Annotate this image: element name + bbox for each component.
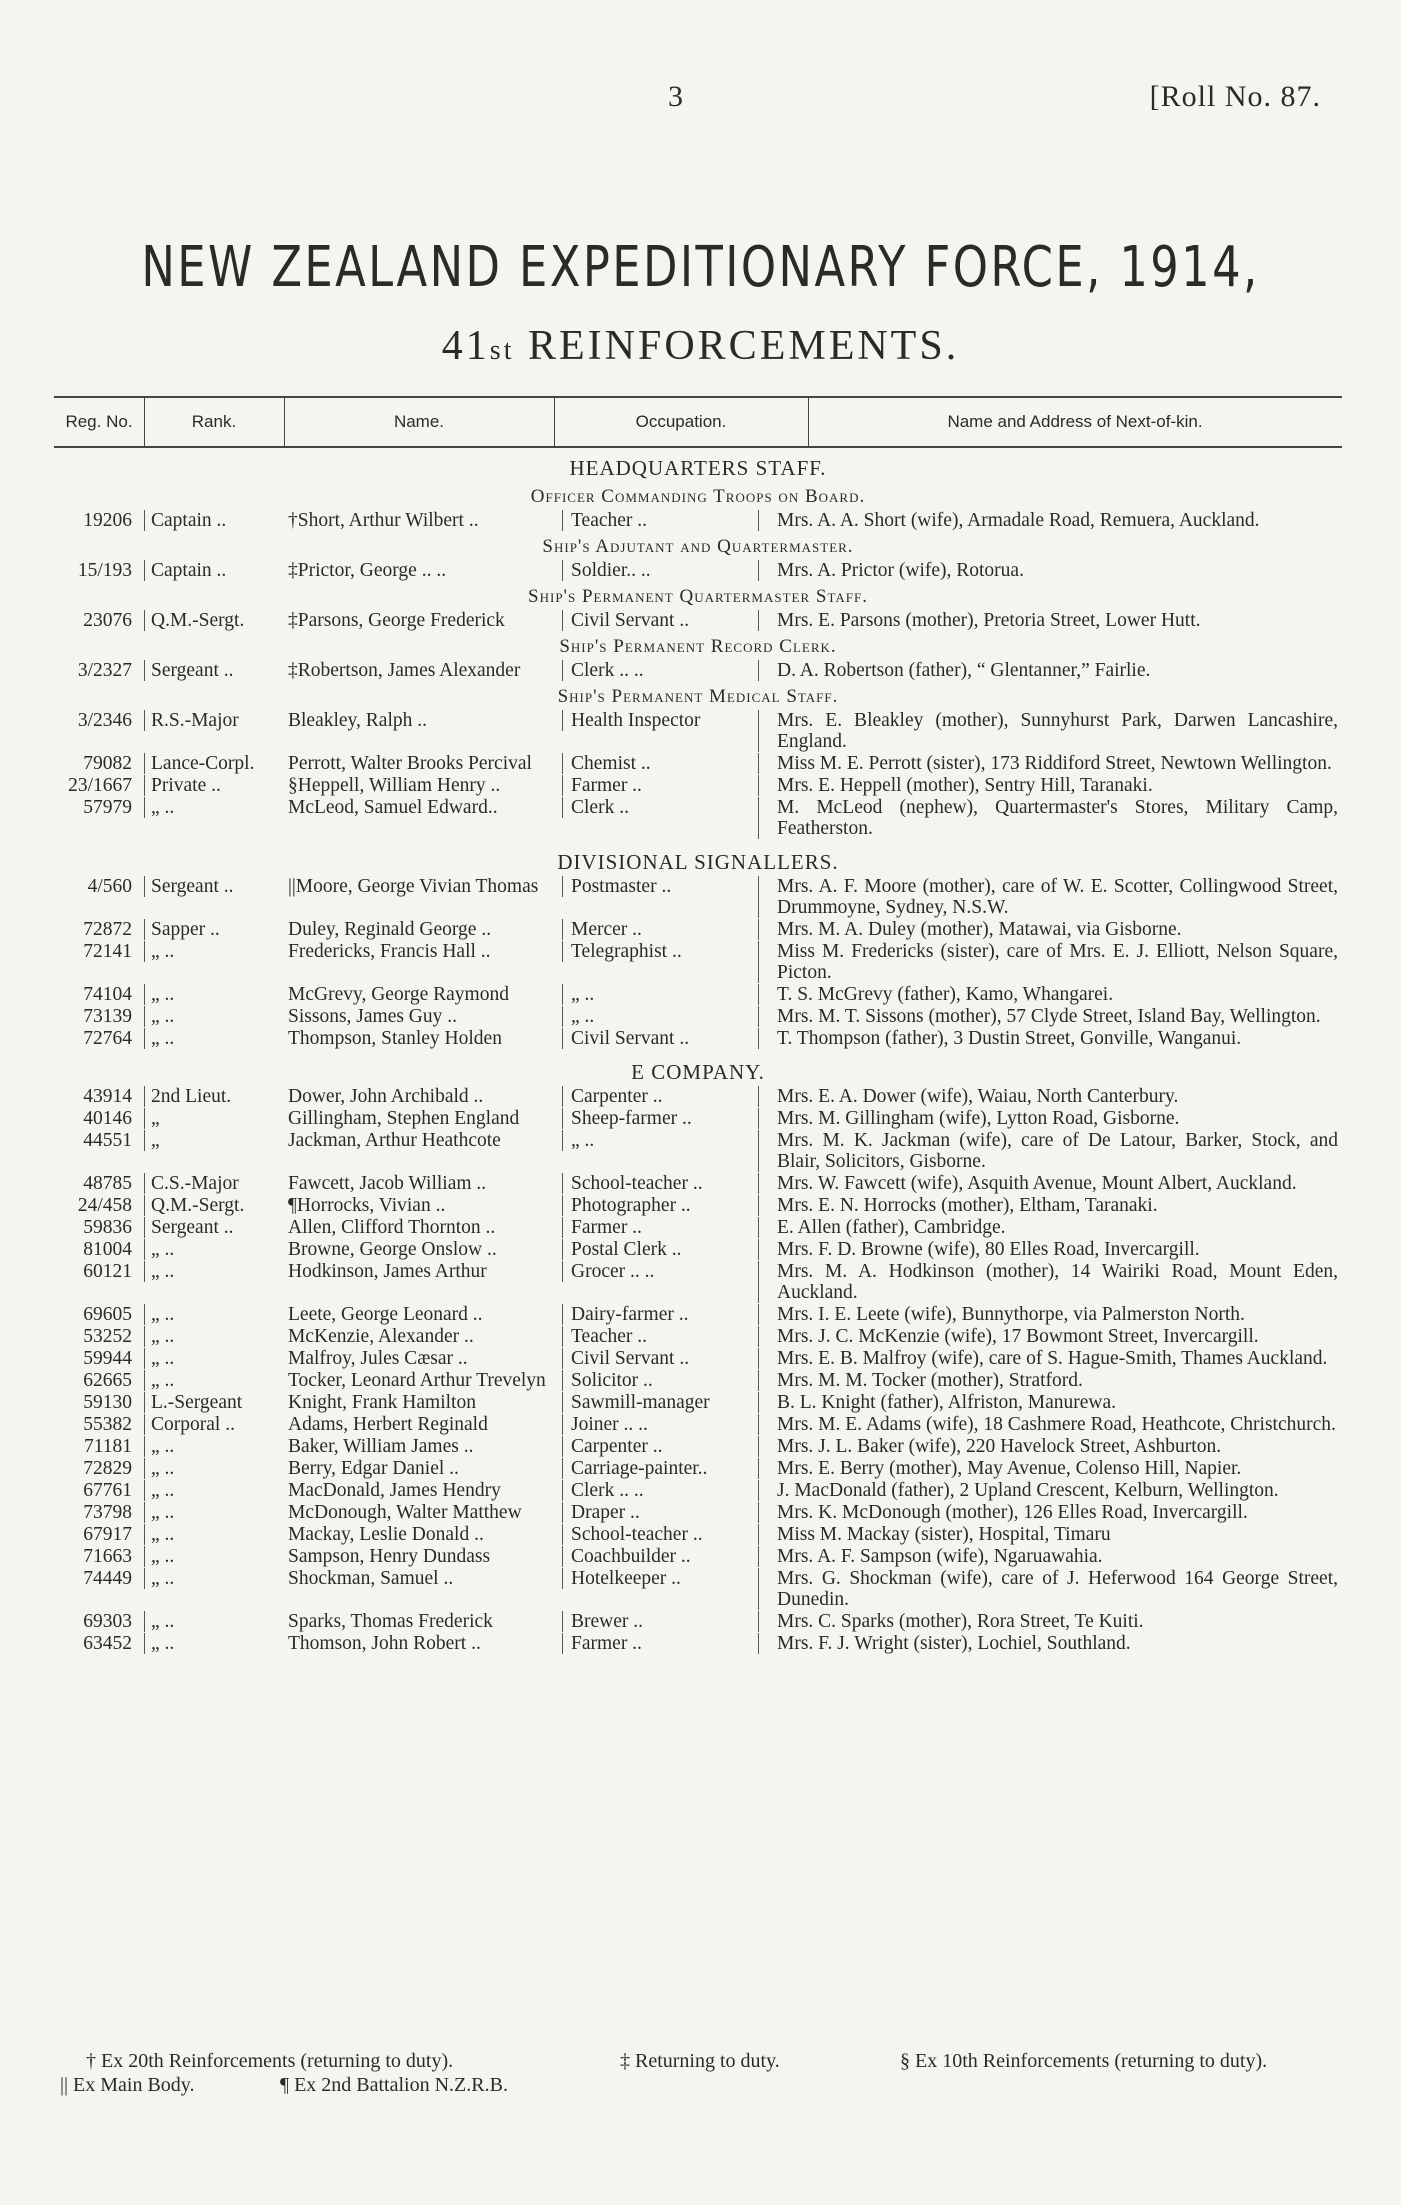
next-of-kin: Mrs. E. Bleakley (mother), Sunnyhurst Park, Darwen Lancashire, England. <box>758 710 1342 752</box>
rank: „ .. <box>144 797 294 818</box>
document-subtitle <box>0 322 1401 370</box>
table-row <box>54 919 1342 941</box>
next-of-kin: Mrs. C. Sparks (mother), Rora Street, Te Kuiti. <box>758 1611 1342 1632</box>
table-row <box>54 510 1342 532</box>
reg-no: 24/458 <box>77 1195 132 1216</box>
soldier-name: Gillingham, Stephen England <box>288 1108 520 1129</box>
occupation: Civil Servant .. <box>562 1348 782 1369</box>
next-of-kin: T. Thompson (father), 3 Dustin Street, Gonville, Wanganui. <box>758 1028 1342 1049</box>
occupation: Joiner .. .. <box>562 1414 782 1435</box>
table-row <box>54 1436 1342 1458</box>
soldier-name: Hodkinson, James Arthur <box>288 1261 487 1282</box>
soldier-name: Mackay, Leslie Donald .. <box>288 1524 484 1545</box>
occupation: Carriage-painter.. <box>562 1458 782 1479</box>
occupation: Teacher .. <box>562 510 782 531</box>
rank: „ .. <box>144 1524 294 1545</box>
table-row <box>54 1348 1342 1370</box>
table-row <box>54 753 1342 775</box>
document-title: NEW ZEALAND EXPEDITIONARY FORCE, 1914, <box>141 235 1260 300</box>
table-row <box>54 1173 1342 1195</box>
reg-no: 23/1667 <box>68 775 132 796</box>
soldier-name: McGrevy, George Raymond <box>288 984 509 1005</box>
subtitle-suffix: st <box>489 335 515 366</box>
reg-no: 40146 <box>83 1108 132 1129</box>
table-row <box>54 1217 1342 1239</box>
soldier-name: Thomson, John Robert .. <box>288 1633 481 1654</box>
reg-no: 43914 <box>83 1086 132 1107</box>
table-row <box>54 660 1342 682</box>
rank: „ .. <box>144 1480 294 1501</box>
roll-number: [Roll No. 87. <box>1149 80 1321 113</box>
reg-no: 79082 <box>83 753 132 774</box>
occupation: Hotelkeeper .. <box>562 1568 782 1589</box>
soldier-name: ¶Horrocks, Vivian .. <box>288 1195 446 1216</box>
next-of-kin: Miss M. Mackay (sister), Hospital, Timaru <box>758 1524 1342 1545</box>
reg-no: 59130 <box>83 1392 132 1413</box>
occupation: Farmer .. <box>562 1217 782 1238</box>
occupation: School-teacher .. <box>562 1173 782 1194</box>
occupation: Photographer .. <box>562 1195 782 1216</box>
next-of-kin: Mrs. A. F. Moore (mother), care of W. E. Scotter, Collingwood Street, Drummoyne, Sydney, N.S.W. <box>758 876 1342 918</box>
soldier-name: Knight, Frank Hamilton <box>288 1392 476 1413</box>
next-of-kin: Mrs. G. Shockman (wife), care of J. Heferwood 164 George Street, Dunedin. <box>758 1568 1342 1610</box>
rank: „ <box>144 1130 294 1151</box>
rank: R.S.-Major <box>144 710 294 731</box>
occupation: School-teacher .. <box>562 1524 782 1545</box>
table-row <box>54 1326 1342 1348</box>
table-row <box>54 775 1342 797</box>
reg-no: 62665 <box>83 1370 132 1391</box>
rank: „ .. <box>144 1261 294 1282</box>
next-of-kin: J. MacDonald (father), 2 Upland Crescent, Kelburn, Wellington. <box>758 1480 1342 1501</box>
next-of-kin: E. Allen (father), Cambridge. <box>758 1217 1342 1238</box>
table-header <box>54 396 1342 448</box>
reg-no: 15/193 <box>77 560 132 581</box>
reg-no: 69303 <box>83 1611 132 1632</box>
soldier-name: ‡Robertson, James Alexander <box>288 660 521 681</box>
col-reg: Reg. No. <box>65 412 133 431</box>
reg-no: 3/2346 <box>77 710 132 731</box>
next-of-kin: Mrs. A. Prictor (wife), Rotorua. <box>758 560 1342 581</box>
reg-no: 74104 <box>83 984 132 1005</box>
next-of-kin: D. A. Robertson (father), “ Glentanner,” Fairlie. <box>758 660 1342 681</box>
rank: Captain .. <box>144 510 294 531</box>
rank: „ .. <box>144 1006 294 1027</box>
table-row <box>54 1458 1342 1480</box>
table-row <box>54 1524 1342 1546</box>
next-of-kin: B. L. Knight (father), Alfriston, Manurewa. <box>758 1392 1342 1413</box>
reg-no: 48785 <box>83 1173 132 1194</box>
soldier-name: McDonough, Walter Matthew <box>288 1502 522 1523</box>
reg-no: 57979 <box>83 797 132 818</box>
rank: „ .. <box>144 1458 294 1479</box>
next-of-kin: Mrs. E. Berry (mother), May Avenue, Colenso Hill, Napier. <box>758 1458 1342 1479</box>
rank: „ .. <box>144 984 294 1005</box>
footnote-dagger: † Ex 20th Reinforcements (returning to duty). <box>86 2050 454 2072</box>
next-of-kin: Mrs. W. Fawcett (wife), Asquith Avenue, Mount Albert, Auckland. <box>758 1173 1342 1194</box>
soldier-name: Allen, Clifford Thornton .. <box>288 1217 496 1238</box>
col-occupation: Occupation. <box>635 412 727 431</box>
occupation: Farmer .. <box>562 775 782 796</box>
soldier-name: Sampson, Henry Dundass <box>288 1546 491 1567</box>
occupation: Postal Clerk .. <box>562 1239 782 1260</box>
rank: „ <box>144 1108 294 1129</box>
table-row <box>54 1304 1342 1326</box>
reg-no: 44551 <box>83 1130 132 1151</box>
table-row <box>54 1546 1342 1568</box>
roll-body <box>54 446 1342 1655</box>
group-subtitle: Ship's Adjutant and Quartermaster. <box>542 536 854 557</box>
soldier-name: ‡Parsons, George Frederick <box>288 610 505 631</box>
rank: Q.M.-Sergt. <box>144 610 294 631</box>
rank: „ .. <box>144 1546 294 1567</box>
rank: „ .. <box>144 1239 294 1260</box>
table-row <box>54 1611 1342 1633</box>
occupation: Coachbuilder .. <box>562 1546 782 1567</box>
soldier-name: Thompson, Stanley Holden <box>288 1028 502 1049</box>
soldier-name: Baker, William James .. <box>288 1436 474 1457</box>
rank: Lance-Corpl. <box>144 753 294 774</box>
occupation: „ .. <box>562 1130 782 1151</box>
group-subtitle: Ship's Permanent Medical Staff. <box>557 686 839 707</box>
page-number: 3 <box>668 80 683 113</box>
rank: „ .. <box>144 1348 294 1369</box>
col-next-of-kin: Name and Address of Next-of-kin. <box>947 412 1203 431</box>
footnote-double-dagger: ‡ Returning to duty. <box>620 2050 780 2072</box>
occupation: „ .. <box>562 1006 782 1027</box>
reg-no: 72872 <box>83 919 132 940</box>
soldier-name: Adams, Herbert Reginald <box>288 1414 488 1435</box>
table-row <box>54 1480 1342 1502</box>
occupation: Teacher .. <box>562 1326 782 1347</box>
rank: Q.M.-Sergt. <box>144 1195 294 1216</box>
table-row <box>54 1568 1342 1611</box>
occupation: Clerk .. .. <box>562 660 782 681</box>
soldier-name: ‡Prictor, George .. .. <box>288 560 447 581</box>
table-row <box>54 1006 1342 1028</box>
next-of-kin: Mrs. A. A. Short (wife), Armadale Road, Remuera, Auckland. <box>758 510 1342 531</box>
next-of-kin: Mrs. J. C. McKenzie (wife), 17 Bowmont Street, Invercargill. <box>758 1326 1342 1347</box>
soldier-name: McKenzie, Alexander .. <box>288 1326 474 1347</box>
reg-no: 23076 <box>83 610 132 631</box>
rank: Private .. <box>144 775 294 796</box>
soldier-name: †Short, Arthur Wilbert .. <box>288 510 479 531</box>
occupation: Draper .. <box>562 1502 782 1523</box>
table-row <box>54 1370 1342 1392</box>
section-title: E COMPANY. <box>631 1060 765 1084</box>
table-row <box>54 1261 1342 1304</box>
table-row <box>54 1239 1342 1261</box>
next-of-kin: Mrs. E. B. Malfroy (wife), care of S. Hague-Smith, Thames Auckland. <box>758 1348 1342 1369</box>
table-row <box>54 1502 1342 1524</box>
table-row <box>54 1130 1342 1173</box>
subtitle-ordinal: 41 <box>441 323 490 369</box>
soldier-name: Malfroy, Jules Cæsar .. <box>288 1348 468 1369</box>
next-of-kin: Mrs. M. K. Jackman (wife), care of De Latour, Barker, Stock, and Blair, Solicitors, Gisborne. <box>758 1130 1342 1172</box>
soldier-name: McLeod, Samuel Edward.. <box>288 797 498 818</box>
occupation: Brewer .. <box>562 1611 782 1632</box>
rank: „ .. <box>144 1568 294 1589</box>
next-of-kin: Mrs. A. F. Sampson (wife), Ngaruawahia. <box>758 1546 1342 1567</box>
occupation: Clerk .. .. <box>562 1480 782 1501</box>
group-subtitle: Officer Commanding Troops on Board. <box>530 486 866 507</box>
next-of-kin: Mrs. E. N. Horrocks (mother), Eltham, Taranaki. <box>758 1195 1342 1216</box>
occupation: Civil Servant .. <box>562 610 782 631</box>
rank: L.-Sergeant <box>144 1392 294 1413</box>
subtitle-text: REINFORCEMENTS. <box>527 323 960 369</box>
table-row <box>54 984 1342 1006</box>
table-row <box>54 941 1342 984</box>
rank: „ .. <box>144 1304 294 1325</box>
soldier-name: Jackman, Arthur Heathcote <box>288 1130 501 1151</box>
next-of-kin: Mrs. M. Gillingham (wife), Lytton Road, Gisborne. <box>758 1108 1342 1129</box>
soldier-name: MacDonald, James Hendry <box>288 1480 501 1501</box>
table-row <box>54 610 1342 632</box>
table-row <box>54 876 1342 919</box>
reg-no: 67761 <box>83 1480 132 1501</box>
rank: 2nd Lieut. <box>144 1086 294 1107</box>
table-row <box>54 1392 1342 1414</box>
next-of-kin: Mrs. E. Parsons (mother), Pretoria Street, Lower Hutt. <box>758 610 1342 631</box>
soldier-name: §Heppell, William Henry .. <box>288 775 501 796</box>
next-of-kin: Mrs. J. L. Baker (wife), 220 Havelock Street, Ashburton. <box>758 1436 1342 1457</box>
reg-no: 71181 <box>83 1436 132 1457</box>
reg-no: 74449 <box>83 1568 132 1589</box>
rank: Corporal .. <box>144 1414 294 1435</box>
next-of-kin: Miss M. E. Perrott (sister), 173 Riddiford Street, Newtown Wellington. <box>758 753 1342 774</box>
rank: Sapper .. <box>144 919 294 940</box>
occupation: Soldier.. .. <box>562 560 782 581</box>
reg-no: 73798 <box>83 1502 132 1523</box>
table-row <box>54 1028 1342 1050</box>
section-title: DIVISIONAL SIGNALLERS. <box>557 850 839 874</box>
table-row <box>54 797 1342 840</box>
rank: „ .. <box>144 1436 294 1457</box>
next-of-kin: Mrs. F. J. Wright (sister), Lochiel, Southland. <box>758 1633 1342 1654</box>
table-row <box>54 1633 1342 1655</box>
next-of-kin: Mrs. E. A. Dower (wife), Waiau, North Canterbury. <box>758 1086 1342 1107</box>
rank: Sergeant .. <box>144 660 294 681</box>
soldier-name: Duley, Reginald George .. <box>288 919 492 940</box>
rank: „ .. <box>144 1611 294 1632</box>
next-of-kin: Mrs. F. D. Browne (wife), 80 Elles Road, Invercargill. <box>758 1239 1342 1260</box>
occupation: Civil Servant .. <box>562 1028 782 1049</box>
rank: C.S.-Major <box>144 1173 294 1194</box>
footnote-pilcrow: ¶ Ex 2nd Battalion N.Z.R.B. <box>280 2074 508 2096</box>
reg-no: 60121 <box>83 1261 132 1282</box>
occupation: Mercer .. <box>562 919 782 940</box>
next-of-kin: Mrs. M. A. Duley (mother), Matawai, via Gisborne. <box>758 919 1342 940</box>
table-row <box>54 560 1342 582</box>
soldier-name: Browne, George Onslow .. <box>288 1239 497 1260</box>
next-of-kin: Mrs. E. Heppell (mother), Sentry Hill, Taranaki. <box>758 775 1342 796</box>
rank: „ .. <box>144 1028 294 1049</box>
reg-no: 72764 <box>83 1028 132 1049</box>
next-of-kin: Mrs. M. M. Tocker (mother), Stratford. <box>758 1370 1342 1391</box>
reg-no: 72829 <box>83 1458 132 1479</box>
next-of-kin: T. S. McGrevy (father), Kamo, Whangarei. <box>758 984 1342 1005</box>
occupation: Solicitor .. <box>562 1370 782 1391</box>
rank: Sergeant .. <box>144 876 294 897</box>
reg-no: 55382 <box>83 1414 132 1435</box>
table-row <box>54 710 1342 753</box>
rank: Captain .. <box>144 560 294 581</box>
occupation: Clerk .. <box>562 797 782 818</box>
soldier-name: Sissons, James Guy .. <box>288 1006 458 1027</box>
soldier-name: Tocker, Leonard Arthur Trevelyn <box>288 1370 546 1391</box>
soldier-name: Leete, George Leonard .. <box>288 1304 483 1325</box>
occupation: Carpenter .. <box>562 1086 782 1107</box>
reg-no: 59836 <box>83 1217 132 1238</box>
group-subtitle: Ship's Permanent Quartermaster Staff. <box>528 586 868 607</box>
rank: „ .. <box>144 1633 294 1654</box>
soldier-name: Sparks, Thomas Frederick <box>288 1611 493 1632</box>
soldier-name: Fredericks, Francis Hall .. <box>288 941 491 962</box>
reg-no: 67917 <box>83 1524 132 1545</box>
reg-no: 4/560 <box>87 876 132 897</box>
table-row <box>54 1414 1342 1436</box>
reg-no: 71663 <box>83 1546 132 1567</box>
footnote-parallel: || Ex Main Body. <box>60 2074 195 2096</box>
reg-no: 72141 <box>83 941 132 962</box>
occupation: Farmer .. <box>562 1633 782 1654</box>
occupation: Dairy-farmer .. <box>562 1304 782 1325</box>
next-of-kin: Mrs. I. E. Leete (wife), Bunnythorpe, via Palmerston North. <box>758 1304 1342 1325</box>
reg-no: 19206 <box>83 510 132 531</box>
soldier-name: Dower, John Archibald .. <box>288 1086 484 1107</box>
reg-no: 59944 <box>83 1348 132 1369</box>
rank: „ .. <box>144 1326 294 1347</box>
group-subtitle: Ship's Permanent Record Clerk. <box>559 636 837 657</box>
rank: „ .. <box>144 1370 294 1391</box>
occupation: Postmaster .. <box>562 876 782 897</box>
soldier-name: Shockman, Samuel .. <box>288 1568 454 1589</box>
soldier-name: Berry, Edgar Daniel .. <box>288 1458 459 1479</box>
reg-no: 81004 <box>83 1239 132 1260</box>
occupation: Grocer .. .. <box>562 1261 782 1282</box>
reg-no: 73139 <box>83 1006 132 1027</box>
occupation: „ .. <box>562 984 782 1005</box>
next-of-kin: Mrs. M. A. Hodkinson (mother), 14 Wairiki Road, Mount Eden, Auckland. <box>758 1261 1342 1303</box>
footnote-section: § Ex 10th Reinforcements (returning to duty). <box>900 2050 1268 2072</box>
occupation: Chemist .. <box>562 753 782 774</box>
table-row <box>54 1195 1342 1217</box>
next-of-kin: Mrs. M. T. Sissons (mother), 57 Clyde Street, Island Bay, Wellington. <box>758 1006 1342 1027</box>
soldier-name: Perrott, Walter Brooks Percival <box>288 753 532 774</box>
rank: „ .. <box>144 941 294 962</box>
reg-no: 53252 <box>83 1326 132 1347</box>
next-of-kin: Mrs. K. McDonough (mother), 126 Elles Road, Invercargill. <box>758 1502 1342 1523</box>
section-title: HEADQUARTERS STAFF. <box>569 456 827 480</box>
col-rank: Rank. <box>191 412 237 431</box>
soldier-name: ||Moore, George Vivian Thomas <box>288 876 539 897</box>
rank: Sergeant .. <box>144 1217 294 1238</box>
col-name: Name. <box>393 412 445 431</box>
soldier-name: Fawcett, Jacob William .. <box>288 1173 487 1194</box>
occupation: Health Inspector <box>562 710 782 731</box>
occupation: Telegraphist .. <box>562 941 782 962</box>
reg-no: 3/2327 <box>77 660 132 681</box>
table-row <box>54 1086 1342 1108</box>
occupation: Sawmill-manager <box>562 1392 782 1413</box>
next-of-kin: Mrs. M. E. Adams (wife), 18 Cashmere Road, Heathcote, Christchurch. <box>758 1414 1342 1435</box>
occupation: Sheep-farmer .. <box>562 1108 782 1129</box>
rank: „ .. <box>144 1502 294 1523</box>
soldier-name: Bleakley, Ralph .. <box>288 710 427 731</box>
reg-no: 69605 <box>83 1304 132 1325</box>
occupation: Carpenter .. <box>562 1436 782 1457</box>
reg-no: 63452 <box>83 1633 132 1654</box>
next-of-kin: M. McLeod (nephew), Quartermaster's Stores, Military Camp, Featherston. <box>758 797 1342 839</box>
table-row <box>54 1108 1342 1130</box>
next-of-kin: Miss M. Fredericks (sister), care of Mrs. E. J. Elliott, Nelson Square, Picton. <box>758 941 1342 983</box>
